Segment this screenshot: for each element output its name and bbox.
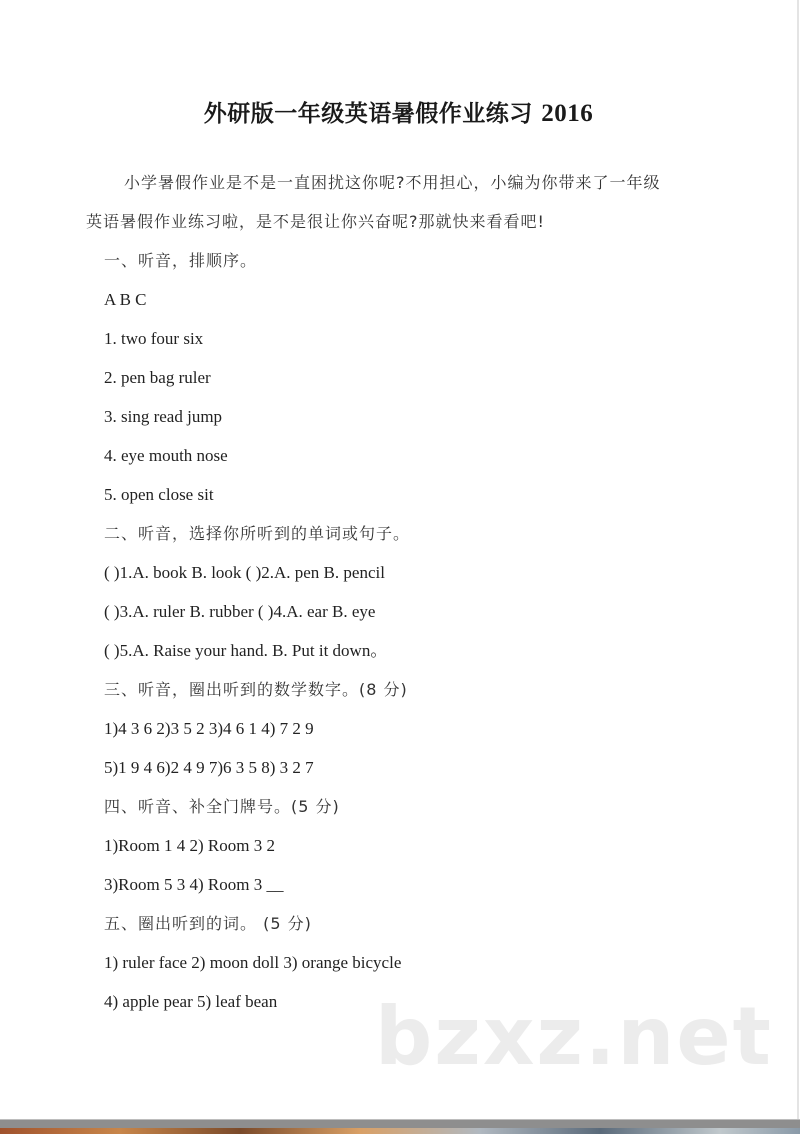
title-year: 2016	[541, 100, 594, 127]
section-1-line: 3. sing read jump	[104, 407, 223, 426]
section-2-line: ( )3.A. ruler B. rubber ( )4.A. ear B. eye	[104, 602, 376, 621]
section-2-heading: 二、听音，选择你所听到的单词或句子。	[104, 524, 411, 543]
section-2-line: ( )5.A. Raise your hand. B. Put it down。	[104, 641, 388, 660]
intro-line-2: 英语暑假作业练习啦，是不是很让你兴奋呢?那就快来看看吧!	[86, 212, 545, 231]
intro-line-1: 小学暑假作业是不是一直困扰这你呢?不用担心，小编为你带来了一年级	[124, 173, 661, 192]
section-1-heading: 一、听音，排顺序。	[104, 251, 258, 270]
document-title	[0, 95, 797, 128]
section-5-heading: 五、圈出听到的词。 (5 分)	[104, 914, 312, 933]
section-4-heading: 四、听音、补全门牌号。(5 分)	[104, 797, 340, 816]
section-4-line: 1)Room 1 4 2) Room 3 2	[104, 836, 275, 855]
background-photo-strip	[0, 1128, 800, 1134]
section-2-line: ( )1.A. book B. look ( )2.A. pen B. pencil	[104, 563, 385, 582]
title-text: 外研版一年级英语暑假作业练习	[203, 101, 533, 127]
section-3-line: 5)1 9 4 6)2 4 9 7)6 3 5 8) 3 2 7	[104, 758, 314, 777]
section-1-line: 4. eye mouth nose	[104, 446, 228, 465]
section-1-line: A B C	[104, 290, 147, 309]
section-3-heading: 三、听音，圈出听到的数学数字。(8 分)	[104, 680, 408, 699]
section-5-line: 4) apple pear 5) leaf bean	[104, 992, 278, 1011]
section-1-line: 5. open close sit	[104, 485, 214, 504]
section-4-line: 3)Room 5 3 4) Room 3 __	[104, 875, 284, 894]
watermark: bzxz.net	[375, 990, 773, 1083]
section-1-line: 1. two four six	[104, 329, 204, 348]
section-1-line: 2. pen bag ruler	[104, 368, 211, 387]
section-5-line: 1) ruler face 2) moon doll 3) orange bicycle	[104, 953, 402, 972]
horizontal-scrollbar[interactable]	[0, 1119, 800, 1128]
section-3-line: 1)4 3 6 2)3 5 2 3)4 6 1 4) 7 2 9	[104, 719, 314, 738]
